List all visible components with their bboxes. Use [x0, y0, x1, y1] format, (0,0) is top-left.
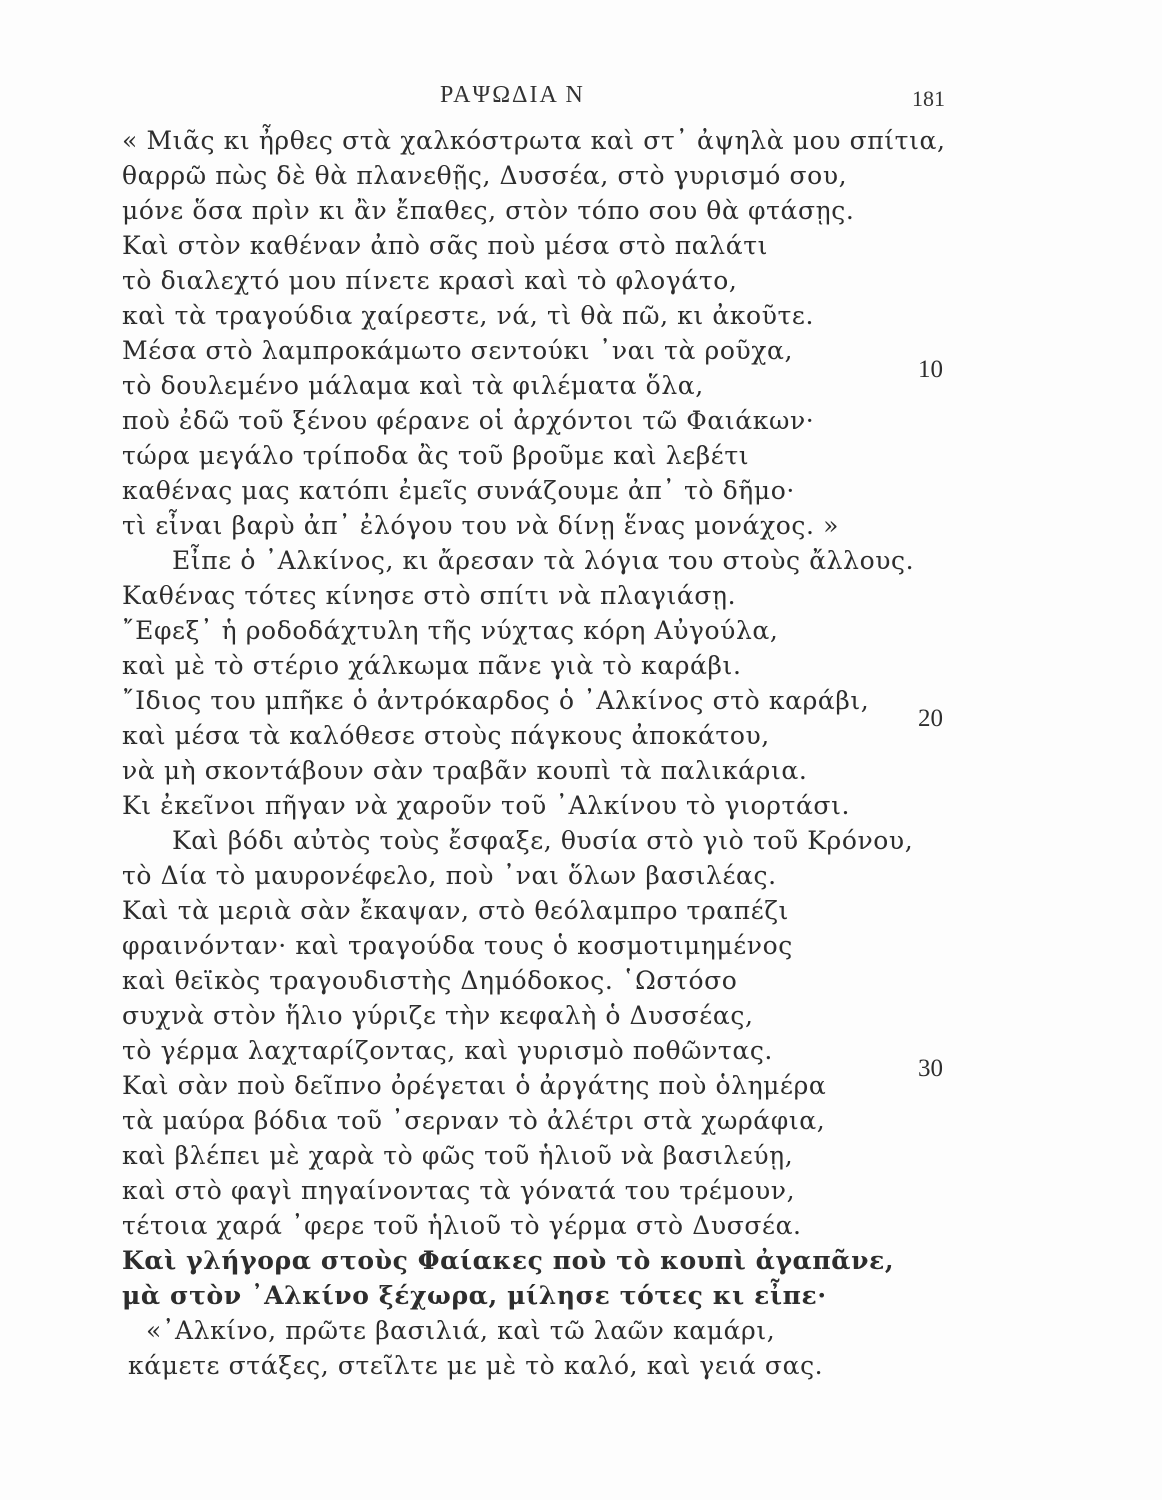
verse-line: τώρα μεγάλο τρίποδα ἂς τοῦ βροῦμε καὶ λεβέτι [122, 441, 750, 470]
verse-line: Κι ἐκεῖνοι πῆγαν νὰ χαροῦν τοῦ ᾽Αλκίνου τὸ γιορτάσι. [122, 791, 851, 820]
verse-line: Καὶ βόδι αὐτὸς τοὺς ἔσφαξε, θυσία στὸ γιὸ τοῦ Κρόνου, [172, 826, 914, 855]
verse-line: τὰ μαύρα βόδια τοῦ ᾽σερναν τὸ ἀλέτρι στὰ χωράφια, [122, 1106, 826, 1135]
verse-line: τὸ διαλεχτό μου πίνετε κρασὶ καὶ τὸ φλογάτο, [122, 266, 738, 295]
page-number: 181 [912, 86, 945, 111]
verse-line: καὶ βλέπει μὲ χαρὰ τὸ φῶς τοῦ ἡλιοῦ νὰ βασιλεύῃ, [122, 1141, 794, 1170]
verse-line: θαρρῶ πὼς δὲ θὰ πλανεθῇς, Δυσσέα, στὸ γυρισμό σου, [122, 161, 848, 190]
verse-line: Καὶ τὰ μεριὰ σὰν ἔκαψαν, στὸ θεόλαμπρο τραπέζι [122, 896, 789, 925]
verse-line: Καθένας τότες κίνησε στὸ σπίτι νὰ πλαγιάσῃ. [122, 581, 737, 610]
verse-line: κάμετε στάξες, στεῖλτε με μὲ τὸ καλό, καὶ γειά σας. [128, 1351, 824, 1380]
line-number: 30 [918, 1055, 943, 1082]
verse-line: καὶ τὰ τραγούδια χαίρεστε, νά, τὶ θὰ πῶ, κι ἀκοῦτε. [122, 301, 815, 330]
verse-line: καθένας μας κατόπι ἐμεῖς συνάζουμε ἀπ᾽ τὸ δῆμο· [122, 476, 795, 505]
verse-line: μόνε ὅσα πρὶν κι ἂν ἔπαθες, στὸν τόπο σου θὰ φτάσῃς. [122, 196, 855, 225]
verse-line: τὸ Δία τὸ μαυρονέφελο, ποὺ ᾽ναι ὅλων βασιλέας. [122, 861, 777, 890]
verse-line: τὸ δουλεμένο μάλαμα καὶ τὰ φιλέματα ὅλα, [122, 371, 704, 400]
verse-line: τὶ εἶναι βαρὺ ἀπ᾽ ἐλόγου του νὰ δίνῃ ἕνας μονάχος. » [122, 511, 839, 540]
verse-line: καὶ θεϊκὸς τραγουδιστὴς Δημόδοκος. ῾Ωστόσο [122, 966, 738, 995]
verse-line: καὶ μέσα τὰ καλόθεσε στοὺς πάγκους ἀποκάτου, [122, 721, 770, 750]
line-number: 20 [918, 705, 943, 732]
verse-line: «᾽Αλκίνο, πρῶτε βασιλιά, καὶ τῶ λαῶν καμάρι, [146, 1316, 776, 1345]
verse-line: συχνὰ στὸν ἥλιο γύριζε τὴν κεφαλὴ ὁ Δυσσέας, [122, 1001, 754, 1030]
verse-line: φραινόνταν· καὶ τραγούδα τους ὁ κοσμοτιμημένος [122, 931, 793, 960]
verse-line: τὸ γέρμα λαχταρίζοντας, καὶ γυρισμὸ ποθῶντας. [122, 1036, 773, 1065]
verse-line: Μέσα στὸ λαμπροκάμωτο σεντούκι ᾽ναι τὰ ροῦχα, [122, 336, 794, 365]
verse-line: νὰ μὴ σκοντάβουν σὰν τραβᾶν κουπὶ τὰ παλικάρια. [122, 756, 808, 785]
verse-line: Εἶπε ὁ ᾽Αλκίνος, κι ἄρεσαν τὰ λόγια του στοὺς ἄλλους. [172, 546, 915, 575]
verse-line: Καὶ γλήγορα στοὺς Φαίακες ποὺ τὸ κουπὶ ἀγαπᾶνε, [122, 1246, 895, 1275]
verse-line: καὶ στὸ φαγὶ πηγαίνοντας τὰ γόνατά του τρέμουν, [122, 1176, 796, 1205]
verse-line: τέτοια χαρά ᾽φερε τοῦ ἡλιοῦ τὸ γέρμα στὸ Δυσσέα. [122, 1211, 802, 1240]
verse-line: « Μιᾶς κι ἦρθες στὰ χαλκόστρωτα καὶ στ᾽ ἀψηλὰ μου σπίτια, [122, 126, 946, 155]
page-header [0, 82, 1162, 122]
verse-line: Καὶ σὰν ποὺ δεῖπνο ὀρέγεται ὁ ἀργάτης ποὺ ὁλημέρα [122, 1071, 827, 1100]
verse-line: μὰ στὸν ᾽Αλκίνο ξέχωρα, μίλησε τότες κι εἶπε· [122, 1281, 827, 1310]
verse-line: ῎Εφεξ᾽ ἡ ροδοδάχτυλη τῆς νύχτας κόρη Αὐγούλα, [122, 616, 779, 645]
running-head: ΡΑΨΩΔΙΑ Ν [440, 82, 585, 108]
verse-line: ποὺ ἐδῶ τοῦ ξένου φέρανε οἱ ἀρχόντοι τῶ Φαιάκων· [122, 406, 815, 435]
verse-line: Καὶ στὸν καθέναν ἀπὸ σᾶς ποὺ μέσα στὸ παλάτι [122, 231, 769, 260]
line-number: 10 [918, 356, 943, 383]
verse-line: καὶ μὲ τὸ στέριο χάλκωμα πᾶνε γιὰ τὸ καράβι. [122, 651, 742, 680]
verse-line: ῎Ιδιος του μπῆκε ὁ ἀντρόκαρδος ὁ ᾽Αλκίνος στὸ καράβι, [122, 686, 870, 715]
